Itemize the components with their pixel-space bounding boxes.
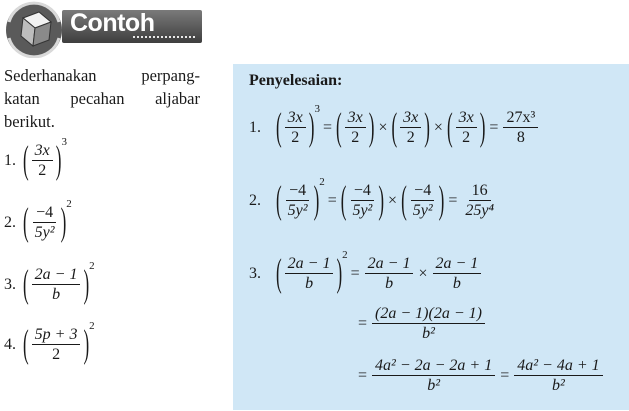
example-header bbox=[0, 0, 205, 60]
problem-line: berikut. bbox=[4, 112, 55, 131]
problem-item-3: 3. ( $\frac{2a - 1}{b}$ ) 2 bbox=[4, 259, 95, 306]
example-title: Contoh bbox=[70, 9, 155, 37]
problem-item-2: 2. ( $\frac{-4}{\text{5y²}}$ ) 2 bbox=[4, 197, 72, 244]
problem-statement bbox=[4, 64, 200, 133]
solution-title: Penyelesaian: bbox=[249, 72, 343, 89]
problem-item-1: 1. ( $\frac{3x}{2}$ ) 3 bbox=[4, 135, 67, 182]
problem-line: Sederhanakan perpang- bbox=[4, 66, 200, 85]
solution-step-2: 2. ( $\frac{-4}{\text{5y²}}$ ) 2 = ( $\frac{-4}{\text{5y²}}$ ) × ( $\frac{-4}{\text{5y²}}$ ) = $\frac{16}{\text{25y⁴}}$ bbox=[249, 175, 495, 222]
solution-step-1: 1. ( $\frac{3x}{2}$ ) 3 = ( $\frac{3x}{2}$ ) × ( $\frac{3x}{2}$ ) × ( $\frac{3x}{2}$ ) = $\frac{\text{27x³}}{8}$ bbox=[249, 108, 540, 147]
solution-step-3: 3. ( $\frac{2a - 1}{b}$ ) 2 = $\frac{2a - 1}{b}$ × $\frac{2a - 1}{b}$ bbox=[249, 254, 483, 293]
title-dots bbox=[133, 36, 195, 38]
problem-item-4: 4. ( $\frac{5p + 3}{2}$ ) 2 bbox=[4, 319, 95, 366]
problem-line: katan pecahan aljabar bbox=[4, 89, 200, 108]
cube-logo-icon bbox=[1, 0, 67, 58]
solution-step-3b: = $\frac{(2a - 1)(2a - 1)}{\text{b²}}$ bbox=[355, 304, 487, 343]
solution-step-3c: = $\frac{\text{4a² − 2a − 2a + 1}}{\text{b²}}$ = $\frac{\text{4a² − 4a + 1}}{\text{b²}}$ bbox=[355, 356, 605, 395]
solution-box bbox=[233, 64, 629, 410]
